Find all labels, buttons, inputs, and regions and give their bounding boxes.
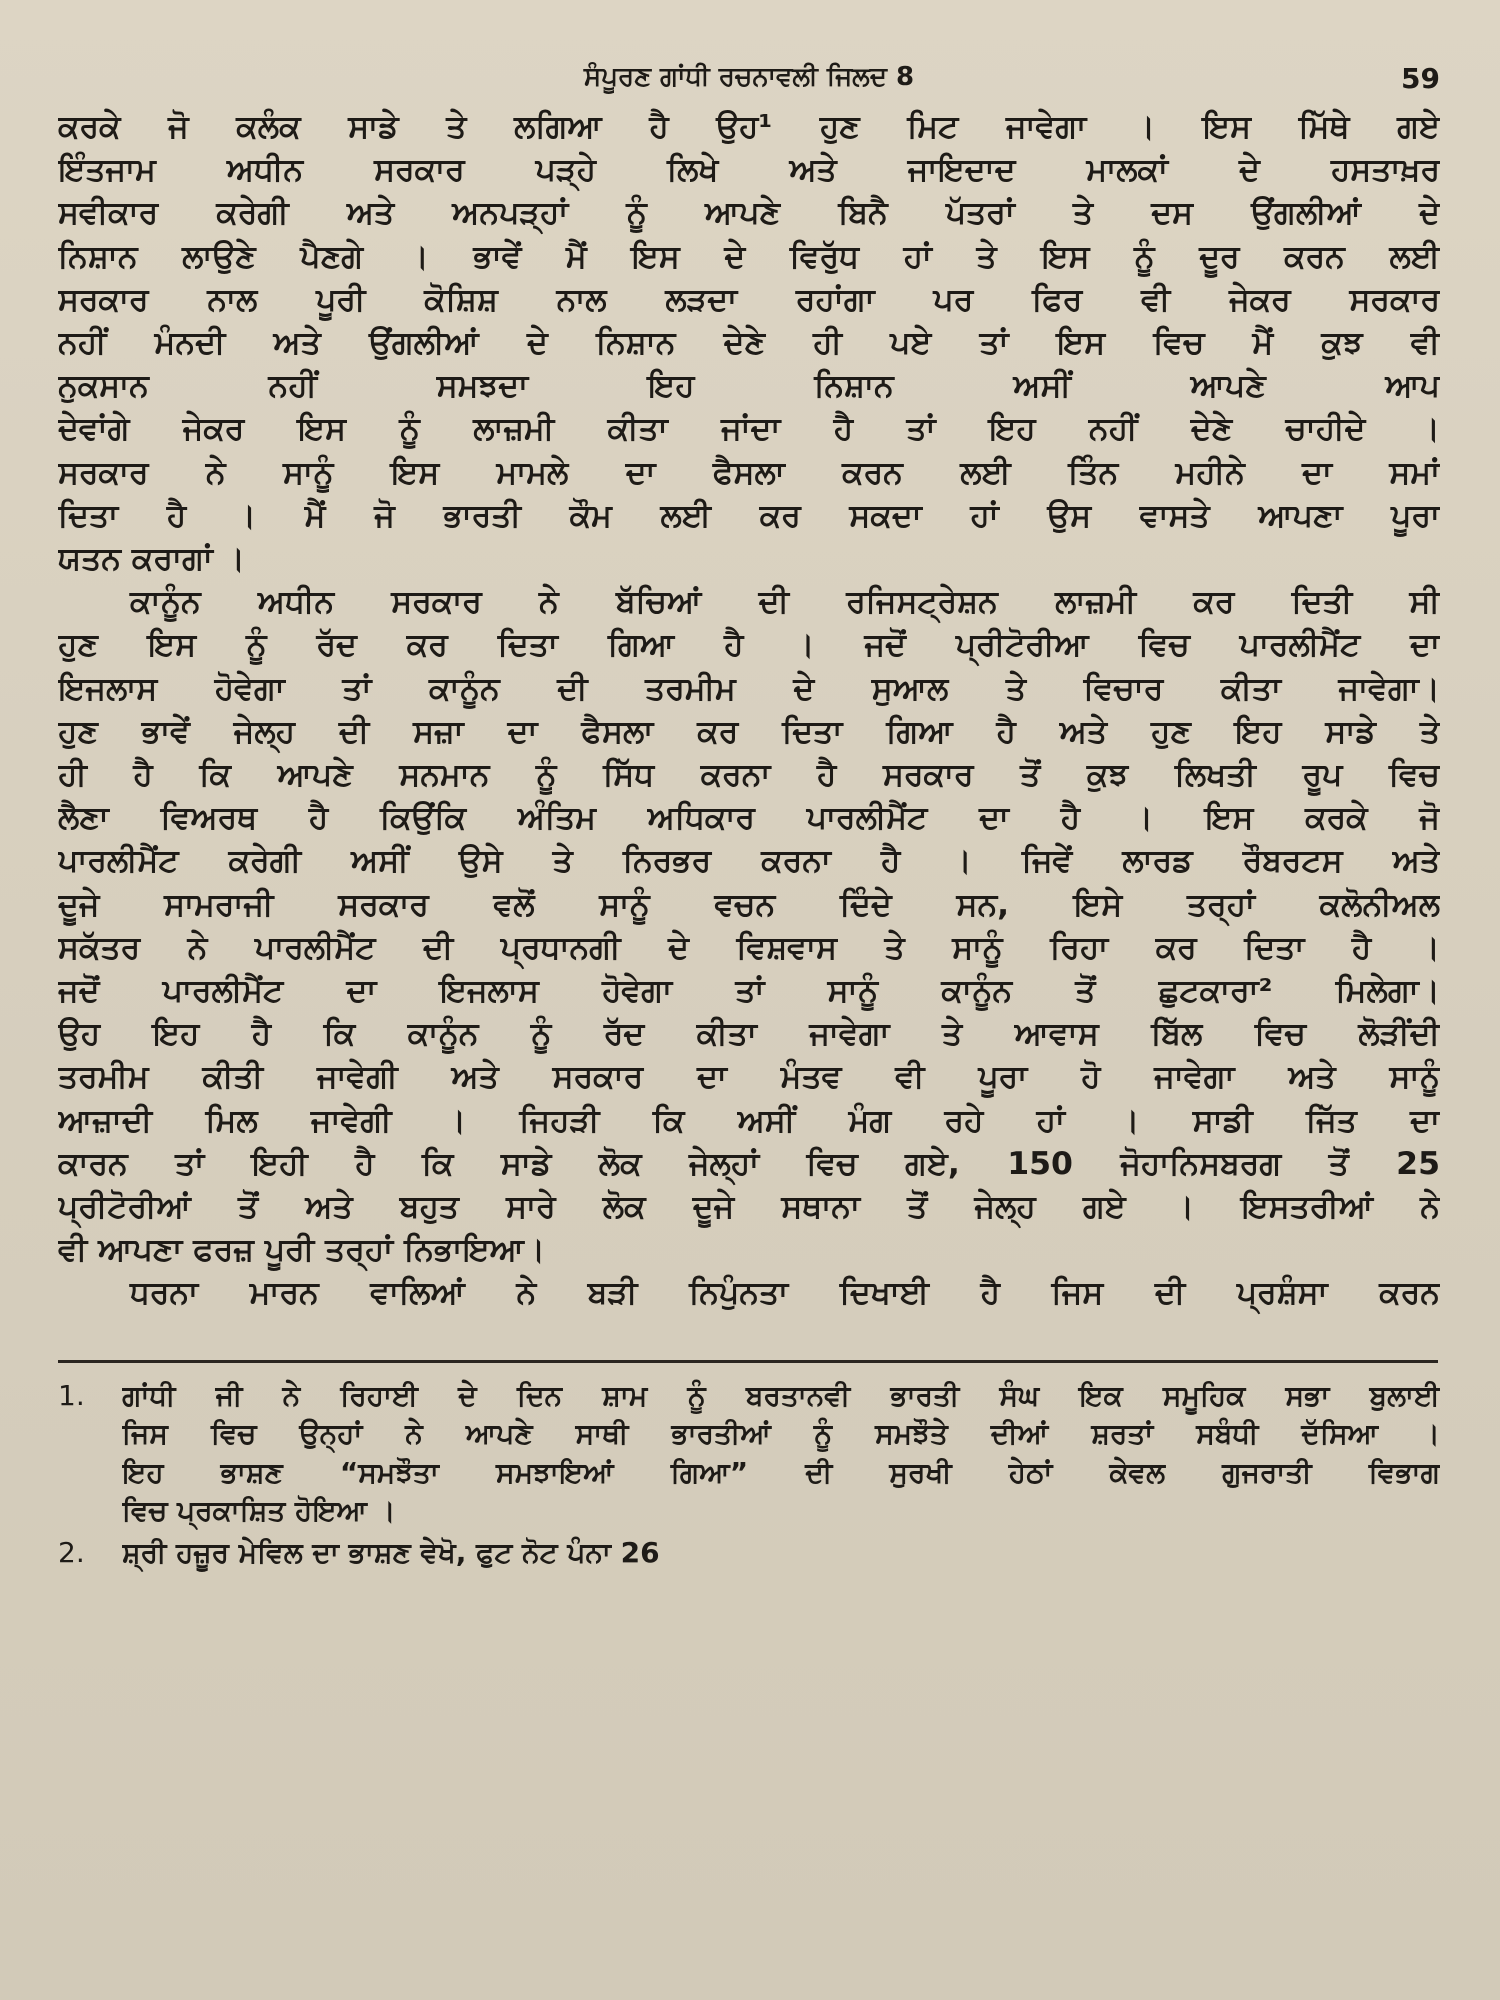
- text-line: ਸਰਕਾਰ ਨਾਲ ਪੂਰੀ ਕੋਸ਼ਿਸ਼ ਨਾਲ ਲੜਦਾ ਰਹਾਂਗਾ ਪਰ ਫਿਰ ਵੀ ਜੇਕਰ ਸਰਕਾਰ: [58, 281, 1440, 318]
- text-line: ਸਵੀਕਾਰ ਕਰੇਗੀ ਅਤੇ ਅਨਪੜ੍ਹਾਂ ਨੂੰ ਆਪਣੇ ਬਿਨੈ ਪੱਤਰਾਂ ਤੇ ਦਸ ਉਂਗਲੀਆਂ ਦੇ: [58, 195, 1440, 232]
- footnote-marker: 1.: [58, 1378, 85, 1412]
- paragraph-first-line: ਧਰਨਾ ਮਾਰਨ ਵਾਲਿਆਂ ਨੇ ਬੜੀ ਨਿਪੁੰਨਤਾ ਦਿਖਾਈ ਹੈ ਜਿਸ ਦੀ ਪ੍ਰਸ਼ੰਸਾ ਕਰਨ: [130, 1275, 1440, 1312]
- text-line: ਦਿਤਾ ਹੈ । ਮੈਂ ਜੋ ਭਾਰਤੀ ਕੌਮ ਲਈ ਕਰ ਸਕਦਾ ਹਾਂ ਉਸ ਵਾਸਤੇ ਆਪਣਾ ਪੂਰਾ: [58, 497, 1440, 534]
- running-header: [58, 62, 1440, 106]
- text-line: ਕਾਰਨ ਤਾਂ ਇਹੀ ਹੈ ਕਿ ਸਾਡੇ ਲੋਕ ਜੇਲ੍ਹਾਂ ਵਿਚ ਗਏ, 150 ਜੋਹਾਨਿਸਬਰਗ ਤੋਂ 25: [58, 1145, 1440, 1182]
- text-line: ਹੀ ਹੈ ਕਿ ਆਪਣੇ ਸਨਮਾਨ ਨੂੰ ਸਿੱਧ ਕਰਨਾ ਹੈ ਸਰਕਾਰ ਤੋਂ ਕੁਝ ਲਿਖਤੀ ਰੂਪ ਵਿਚ: [58, 757, 1440, 794]
- footnote-item: [58, 1377, 1440, 1531]
- footnote-line: ਜਿਸ ਵਿਚ ਉਨ੍ਹਾਂ ਨੇ ਆਪਣੇ ਸਾਥੀ ਭਾਰਤੀਆਂ ਨੂੰ ਸਮਝੌਤੇ ਦੀਆਂ ਸ਼ਰਤਾਂ ਸਬੰਧੀ ਦੱਸਿਆ ।: [122, 1417, 1440, 1451]
- text-line: ਕਰਕੇ ਜੋ ਕਲੰਕ ਸਾਡੇ ਤੇ ਲਗਿਆ ਹੈ ਉਹ¹ ਹੁਣ ਮਿਟ ਜਾਵੇਗਾ । ਇਸ ਮਿੱਥੇ ਗਏ: [58, 109, 1440, 145]
- text-line: ਆਜ਼ਾਦੀ ਮਿਲ ਜਾਵੇਗੀ । ਜਿਹੜੀ ਕਿ ਅਸੀਂ ਮੰਗ ਰਹੇ ਹਾਂ । ਸਾਡੀ ਜਿੱਤ ਦਾ: [58, 1102, 1440, 1139]
- text-line: ਇਜਲਾਸ ਹੋਵੇਗਾ ਤਾਂ ਕਾਨੂੰਨ ਦੀ ਤਰਮੀਮ ਦੇ ਸੁਆਲ ਤੇ ਵਿਚਾਰ ਕੀਤਾ ਜਾਵੇਗਾ।: [58, 670, 1440, 707]
- text-line: ਹੁਣ ਇਸ ਨੂੰ ਰੱਦ ਕਰ ਦਿਤਾ ਗਿਆ ਹੈ । ਜਦੋਂ ਪ੍ਰੀਟੋਰੀਆ ਵਿਚ ਪਾਰਲੀਮੈਂਟ ਦਾ: [58, 627, 1440, 664]
- text-line: ਨੁਕਸਾਨ ਨਹੀਂ ਸਮਝਦਾ ਇਹ ਨਿਸ਼ਾਨ ਅਸੀਂ ਆਪਣੇ ਆਪ: [58, 368, 1440, 405]
- footnote-line: ਸ਼੍ਰੀ ਹਜ਼ੂਰ ਮੇਵਿਲ ਦਾ ਭਾਸ਼ਣ ਵੇਖੋ, ਫੁਟ ਨੋਟ ਪੰਨਾ 26: [122, 1535, 660, 1569]
- text-line: ਸਕੱਤਰ ਨੇ ਪਾਰਲੀਮੈਂਟ ਦੀ ਪ੍ਰਧਾਨਗੀ ਦੇ ਵਿਸ਼ਵਾਸ ਤੇ ਸਾਨੂੰ ਰਿਹਾ ਕਰ ਦਿਤਾ ਹੈ ।: [58, 929, 1440, 966]
- text-line: ਵੀ ਆਪਣਾ ਫਰਜ਼ ਪੂਰੀ ਤਰ੍ਹਾਂ ਨਿਭਾਇਆ।: [58, 1232, 546, 1269]
- text-line: ਲੈਣਾ ਵਿਅਰਥ ਹੈ ਕਿਉਂਕਿ ਅੰਤਿਮ ਅਧਿਕਾਰ ਪਾਰਲੀਮੈਂਟ ਦਾ ਹੈ । ਇਸ ਕਰਕੇ ਜੋ: [58, 800, 1440, 837]
- text-line: ਯਤਨ ਕਰਾਗਾਂ ।: [58, 541, 245, 578]
- text-line: ਉਹ ਇਹ ਹੈ ਕਿ ਕਾਨੂੰਨ ਨੂੰ ਰੱਦ ਕੀਤਾ ਜਾਵੇਗਾ ਤੇ ਆਵਾਸ ਬਿੱਲ ਵਿਚ ਲੋੜੀਂਦੀ: [58, 1016, 1440, 1053]
- text-line: ਦੇਵਾਂਗੇ ਜੇਕਰ ਇਸ ਨੂੰ ਲਾਜ਼ਮੀ ਕੀਤਾ ਜਾਂਦਾ ਹੈ ਤਾਂ ਇਹ ਨਹੀਂ ਦੇਣੇ ਚਾਹੀਦੇ ।: [58, 411, 1440, 448]
- footnote-line: ਵਿਚ ਪ੍ਰਕਾਸ਼ਿਤ ਹੋਇਆ ।: [122, 1494, 396, 1528]
- page-number: 59: [1401, 62, 1440, 95]
- text-line: ਨਿਸ਼ਾਨ ਲਾਉਣੇ ਪੈਣਗੇ । ਭਾਵੇਂ ਮੈਂ ਇਸ ਦੇ ਵਿਰੁੱਧ ਹਾਂ ਤੇ ਇਸ ਨੂੰ ਦੂਰ ਕਰਨ ਲਈ: [58, 238, 1440, 275]
- footnote-marker: 2.: [58, 1535, 85, 1569]
- book-title: ਸੰਪੂਰਣ ਗਾਂਧੀ ਰਚਨਾਵਲੀ ਜਿਲਦ 8: [583, 62, 915, 92]
- text-line: ਇੰਤਜਾਮ ਅਧੀਨ ਸਰਕਾਰ ਪੜ੍ਹੇ ਲਿਖੇ ਅਤੇ ਜਾਇਦਾਦ ਮਾਲਕਾਂ ਦੇ ਹਸਤਾਖ਼ਰ: [58, 152, 1440, 189]
- text-line: ਸਰਕਾਰ ਨੇ ਸਾਨੂੰ ਇਸ ਮਾਮਲੇ ਦਾ ਫੈਸਲਾ ਕਰਨ ਲਈ ਤਿੰਨ ਮਹੀਨੇ ਦਾ ਸਮਾਂ: [58, 454, 1440, 491]
- text-line: ਪ੍ਰੀਟੋਰੀਆਂ ਤੋਂ ਅਤੇ ਬਹੁਤ ਸਾਰੇ ਲੋਕ ਦੂਜੇ ਸਥਾਨਾ ਤੋਂ ਜੇਲ੍ਹ ਗਏ । ਇਸਤਰੀਆਂ ਨੇ: [58, 1189, 1440, 1226]
- text-line: ਤਰਮੀਮ ਕੀਤੀ ਜਾਵੇਗੀ ਅਤੇ ਸਰਕਾਰ ਦਾ ਮੰਤਵ ਵੀ ਪੂਰਾ ਹੋ ਜਾਵੇਗਾ ਅਤੇ ਸਾਨੂੰ: [58, 1059, 1440, 1096]
- footnote-line: ਗਾਂਧੀ ਜੀ ਨੇ ਰਿਹਾਈ ਦੇ ਦਿਨ ਸ਼ਾਮ ਨੂੰ ਬਰਤਾਨਵੀ ਭਾਰਤੀ ਸੰਘ ਇਕ ਸਮੂਹਿਕ ਸਭਾ ਬੁਲਾਈ: [122, 1378, 1440, 1412]
- text-line: ਹੁਣ ਭਾਵੇਂ ਜੇਲ੍ਹ ਦੀ ਸਜ਼ਾ ਦਾ ਫੈਸਲਾ ਕਰ ਦਿਤਾ ਗਿਆ ਹੈ ਅਤੇ ਹੁਣ ਇਹ ਸਾਡੇ ਤੇ: [58, 713, 1440, 750]
- footnotes: [58, 1377, 1440, 1573]
- body-text: [58, 106, 1440, 1316]
- paragraph-first-line: ਕਾਨੂੰਨ ਅਧੀਨ ਸਰਕਾਰ ਨੇ ਬੱਚਿਆਂ ਦੀ ਰਜਿਸਟ੍ਰੇਸ਼ਨ ਲਾਜ਼ਮੀ ਕਰ ਦਿਤੀ ਸੀ: [130, 584, 1440, 621]
- footnote-line: ਇਹ ਭਾਸ਼ਣ “ਸਮਝੌਤਾ ਸਮਝਾਇਆਂ ਗਿਆ” ਦੀ ਸੁਰਖੀ ਹੇਠਾਂ ਕੇਵਲ ਗੁਜਰਾਤੀ ਵਿਭਾਗ: [122, 1455, 1440, 1489]
- text-line: ਪਾਰਲੀਮੈਂਟ ਕਰੇਗੀ ਅਸੀਂ ਉਸੇ ਤੇ ਨਿਰਭਰ ਕਰਨਾ ਹੈ । ਜਿਵੇਂ ਲਾਰਡ ਰੌਬਰਟਸ ਅਤੇ: [58, 843, 1440, 880]
- text-line: ਜਦੋਂ ਪਾਰਲੀਮੈਂਟ ਦਾ ਇਜਲਾਸ ਹੋਵੇਗਾ ਤਾਂ ਸਾਨੂੰ ਕਾਨੂੰਨ ਤੋਂ ਛੁਟਕਾਰਾ² ਮਿਲੇਗਾ।: [58, 973, 1440, 1010]
- footnote-divider: [58, 1360, 1438, 1363]
- text-line: ਨਹੀਂ ਮੰਨਦੀ ਅਤੇ ਉਂਗਲੀਆਂ ਦੇ ਨਿਸ਼ਾਨ ਦੇਣੇ ਹੀ ਪਏ ਤਾਂ ਇਸ ਵਿਚ ਮੈਂ ਕੁਝ ਵੀ: [58, 325, 1440, 362]
- text-line: ਦੂਜੇ ਸਾਮਰਾਜੀ ਸਰਕਾਰ ਵਲੋਂ ਸਾਨੂੰ ਵਚਨ ਦਿੰਦੇ ਸਨ, ਇਸੇ ਤਰ੍ਹਾਂ ਕਲੋਨੀਅਲ: [58, 886, 1440, 923]
- footnote-item: [58, 1534, 1440, 1573]
